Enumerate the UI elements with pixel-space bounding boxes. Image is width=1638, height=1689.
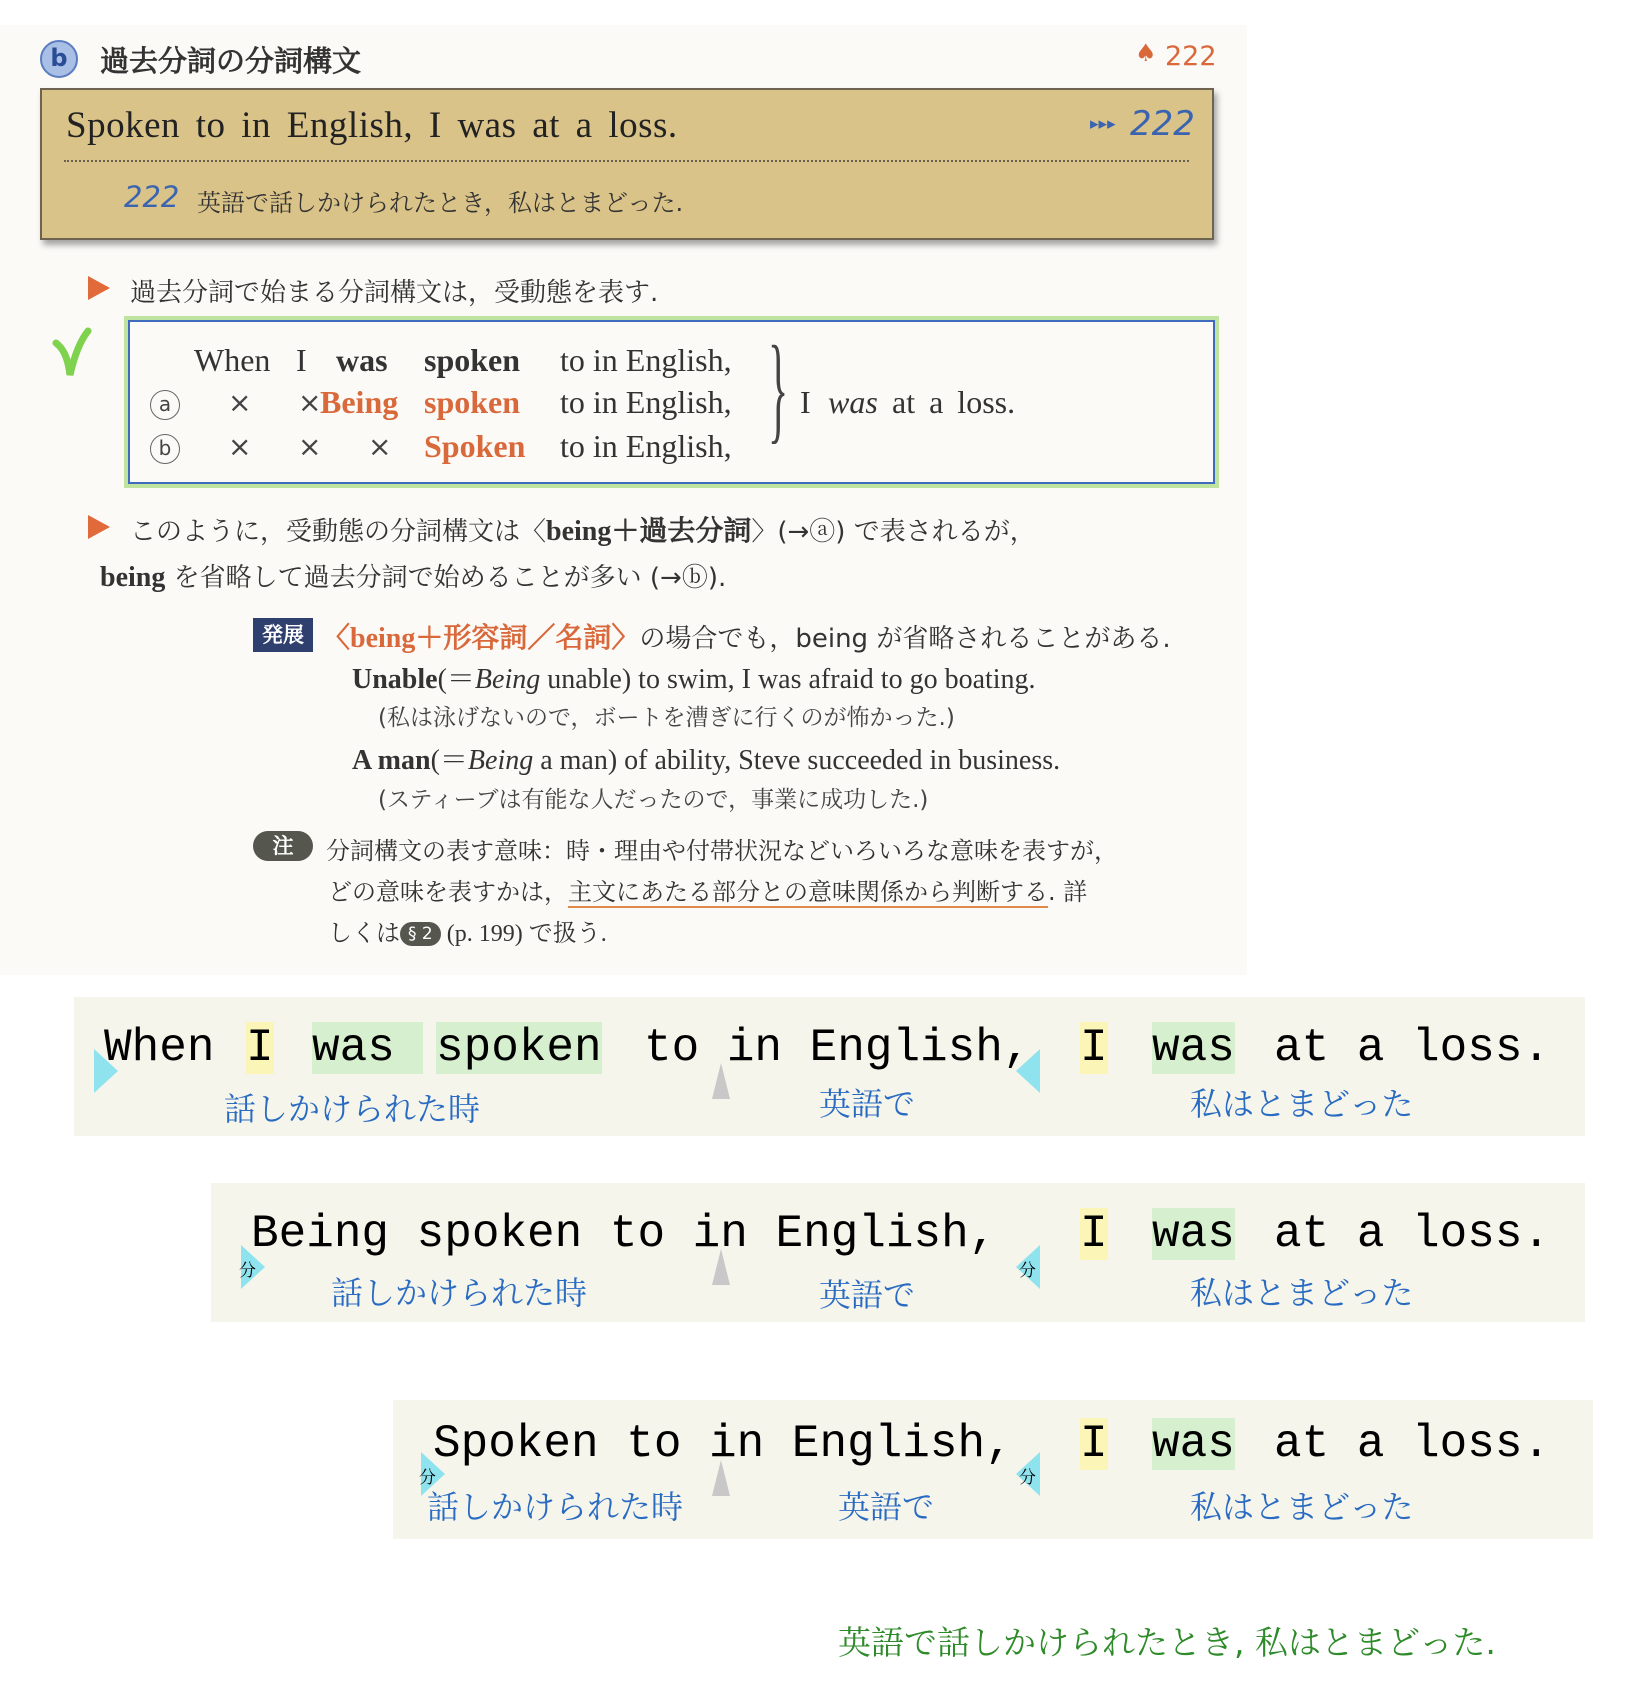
- advanced-example-1: [352, 657, 1036, 697]
- translation-number: 222: [124, 180, 180, 214]
- section-title: 過去分詞の分詞構文: [100, 44, 362, 78]
- row0-spoken: spoken: [424, 342, 521, 378]
- main-was: was: [828, 384, 878, 420]
- row2-x1: ×: [228, 430, 252, 463]
- p1-main-i: I: [1080, 1022, 1108, 1074]
- example-translation: 英語で話しかけられたとき，私はとまどった.: [197, 189, 684, 217]
- advanced-example-1-ja: (私は泳げないので，ボートを漕ぎに行くのが怖かった.): [378, 705, 955, 731]
- p2-main: Being spoken to in English,: [251, 1208, 997, 1260]
- row0-rest: to in English,: [560, 342, 732, 378]
- p2-gloss-2: 英語で: [819, 1276, 916, 1314]
- row2-x2: ×: [298, 430, 322, 463]
- brace: }: [768, 321, 789, 454]
- point-2-being: being: [100, 562, 166, 593]
- p1-spoken: spoken: [436, 1022, 602, 1074]
- p1-main-rest: at a loss.: [1274, 1022, 1551, 1074]
- note-line-3-b: (p. 199) で扱う.: [440, 921, 607, 947]
- advanced-label: 発展: [253, 618, 313, 652]
- p1-gloss-1: 話しかけられた時: [224, 1090, 481, 1128]
- main-i: I: [800, 384, 811, 420]
- p2-main-i: I: [1080, 1208, 1108, 1260]
- main-rest: at a loss.: [892, 384, 1016, 420]
- orange-triangle-icon-2: [88, 515, 110, 539]
- p2-gloss-3: 私はとまどった: [1190, 1274, 1414, 1312]
- example-ref-number: 222: [1130, 104, 1195, 144]
- row2-x3: ×: [368, 430, 392, 463]
- section-marker-letter: b: [50, 44, 68, 72]
- ex2-italic: Being: [467, 745, 534, 776]
- p3-bun-2: 分: [1019, 1468, 1036, 1488]
- point-2-line-2: [100, 557, 726, 594]
- note-line-2-b: . 詳: [1048, 878, 1088, 906]
- green-check-mark-icon: [50, 327, 94, 383]
- p2-main-was: was: [1152, 1208, 1235, 1260]
- p1-gloss-2: 英語で: [819, 1085, 916, 1123]
- ex2-b: a man) of ability, Steve succeeded in business.: [533, 745, 1061, 776]
- note-line-1: 分詞構文の表す意味：時・理由や付帯状況などいろいろな意味を表すが，: [326, 837, 1118, 865]
- annotation-panel-3: [393, 1400, 1593, 1539]
- gray-up-arrow-icon: [712, 1460, 730, 1496]
- final-translation: 英語で話しかけられたとき, 私はとまどった.: [838, 1623, 1496, 1662]
- ex2-a: (＝: [430, 745, 468, 776]
- p1-was: was: [312, 1022, 423, 1074]
- note-line-2: [328, 872, 1087, 907]
- note-underline: 主文にあたる部分との意味関係から判断する: [568, 878, 1048, 906]
- row1-x1: ×: [228, 386, 252, 419]
- ex1-a: (＝: [437, 664, 475, 695]
- p2-main-rest: at a loss.: [1274, 1208, 1551, 1260]
- p2-gloss-1: 話しかけられた時: [331, 1274, 588, 1312]
- gray-up-arrow-icon: [712, 1063, 730, 1099]
- ex1-b: unable) to swim, I was afraid to go boating.: [540, 664, 1036, 695]
- p1-gloss-3: 私はとまどった: [1190, 1085, 1414, 1123]
- annotation-panel-1: [74, 997, 1585, 1136]
- p3-main: Spoken to in English,: [433, 1418, 1013, 1470]
- point-2-formula: being＋過去分詞: [546, 516, 752, 547]
- row2-marker: b: [150, 434, 180, 464]
- annotation-panel-2: [211, 1183, 1585, 1322]
- orange-triangle-icon: [88, 276, 110, 300]
- p1-when: When: [104, 1022, 215, 1074]
- clause-end-marker-icon: [1016, 1049, 1040, 1093]
- point-2-text-d: を省略して過去分詞で始めることが多い (→ⓑ).: [165, 563, 727, 593]
- advanced-heading-rest: の場合でも，being が省略されることがある.: [639, 624, 1171, 654]
- row1-x2: ×: [298, 386, 322, 419]
- p3-main-i: I: [1080, 1418, 1108, 1470]
- row1-marker: a: [150, 390, 180, 420]
- p1-i: I: [246, 1022, 274, 1074]
- point-2-line-1: [130, 509, 1036, 549]
- p2-bun-2: 分: [1019, 1261, 1036, 1281]
- example-box: [40, 88, 1214, 240]
- example-sentence: Spoken to in English, I was at a loss.: [66, 105, 678, 146]
- p3-bun-1: 分: [419, 1468, 436, 1488]
- note-line-3: [328, 913, 607, 948]
- row0-when: When: [194, 342, 271, 378]
- ex1-bold: Unable: [352, 664, 438, 695]
- p2-bun-1: 分: [239, 1261, 256, 1281]
- gray-up-arrow-icon: [712, 1249, 730, 1285]
- p3-gloss-1: 話しかけられた時: [427, 1488, 684, 1526]
- p3-main-rest: at a loss.: [1274, 1418, 1551, 1470]
- note-label: 注: [253, 831, 313, 861]
- textbook-page: [0, 25, 1247, 975]
- note-line-3-a: しくは: [328, 919, 400, 947]
- comparison-table: [128, 320, 1211, 480]
- advanced-example-2: [352, 738, 1060, 778]
- spade-icon: ♠: [1135, 39, 1157, 67]
- advanced-heading: 〈being＋形容詞／名詞〉: [322, 623, 640, 654]
- point-2-text-a: このように，受動態の分詞構文は〈: [130, 517, 547, 547]
- section-badge: § 2: [400, 922, 441, 946]
- p1-rest: to in English,: [644, 1022, 1031, 1074]
- p3-gloss-3: 私はとまどった: [1190, 1488, 1414, 1526]
- advanced-heading-line: [322, 616, 1171, 656]
- row0-was: was: [336, 342, 388, 378]
- p3-main-was: was: [1152, 1418, 1235, 1470]
- example-ref-arrows: ▸▸▸: [1090, 114, 1116, 134]
- ex2-bold: A man: [352, 745, 431, 776]
- row2-spoken: Spoken: [424, 428, 526, 464]
- row0-i: I: [296, 342, 307, 378]
- point-1: 過去分詞で始まる分詞構文は，受動態を表す.: [130, 278, 659, 308]
- p1-main-was: was: [1152, 1022, 1235, 1074]
- row1-being: Being: [320, 384, 399, 420]
- p3-gloss-2: 英語で: [838, 1488, 935, 1526]
- note-line-2-a: どの意味を表すかは，: [328, 878, 568, 906]
- dotted-divider: [64, 160, 1189, 162]
- section-marker-icon: [40, 40, 78, 78]
- header-ref-number: 222: [1165, 41, 1217, 72]
- advanced-example-2-ja: (スティーブは有能な人だったので，事業に成功した.): [378, 787, 929, 813]
- row2-rest: to in English,: [560, 428, 732, 464]
- ex1-italic: Being: [474, 664, 541, 695]
- row1-rest: to in English,: [560, 384, 732, 420]
- row1-spoken: spoken: [424, 384, 521, 420]
- point-2-text-c: 〉(→ⓐ) で表されるが，: [751, 517, 1036, 547]
